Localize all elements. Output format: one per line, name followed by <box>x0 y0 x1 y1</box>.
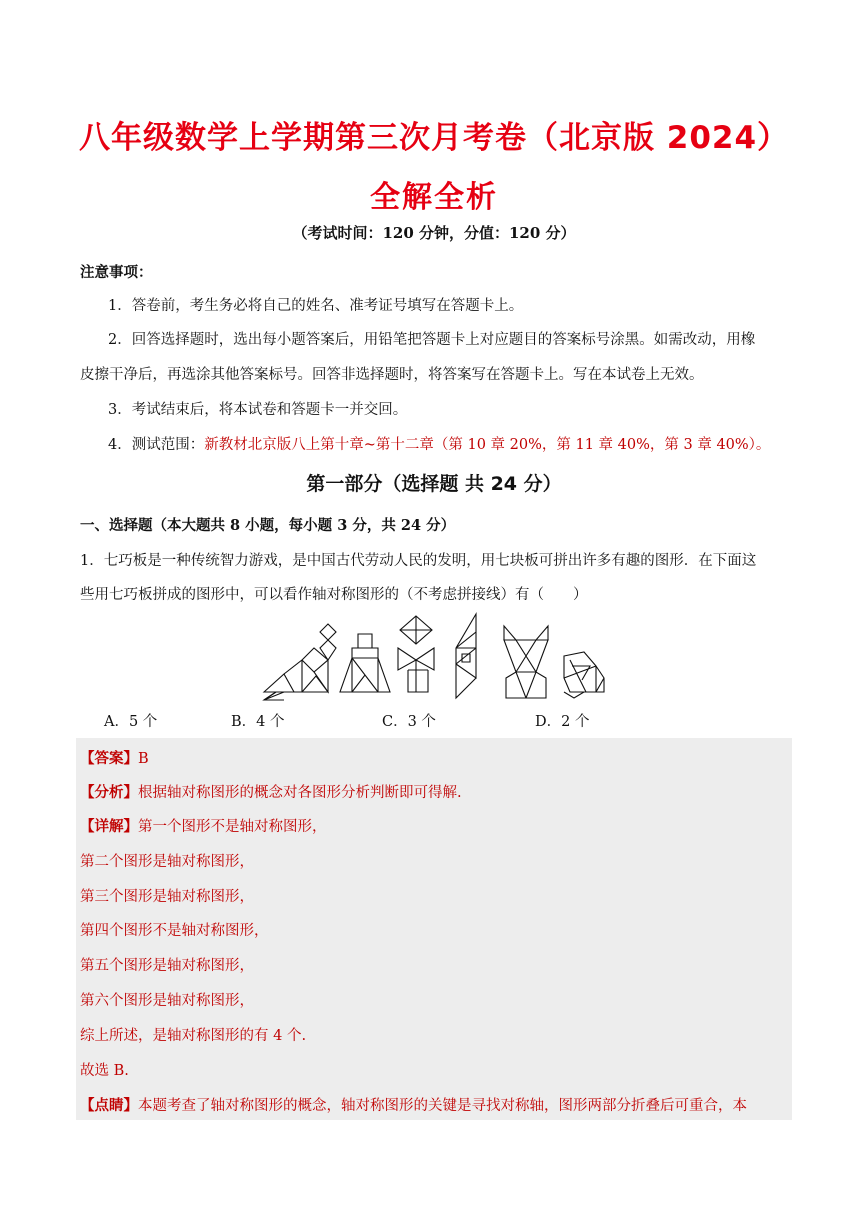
tangram-figure-6 <box>564 652 604 698</box>
detail-line-4: 第四个图形不是轴对称图形， <box>80 923 269 939</box>
option-a: A．5 个 <box>104 714 158 730</box>
notice-item-3: 3．考试结束后，将本试卷和答题卡一并交回。 <box>108 402 408 418</box>
tangram-figure-4 <box>456 614 476 698</box>
comment-line <box>80 1094 747 1115</box>
detail-summary: 综上所述，是轴对称图形的有 4 个. <box>80 1028 307 1044</box>
answer-value: B <box>138 751 149 767</box>
question-stem-line-2: 些用七巧板拼成的图形中，可以看作轴对称图形的（不考虑拼接线）有（ ） <box>80 587 588 603</box>
question-stem-line-1: 1．七巧板是一种传统智力游戏，是中国古代劳动人民的发明，用七块板可拼出许多有趣的图形．在下面这 <box>80 553 757 569</box>
part-heading: 第一部分（选择题 共 24 分） <box>306 473 562 495</box>
detail-line-6: 第六个图形是轴对称图形， <box>80 993 254 1009</box>
test-range: 新教材北京版八上第十章~第十二章（第 10 章 20%，第 11 章 40%，第 3 章 40%）。 <box>204 437 771 453</box>
tangram-figure-3 <box>398 616 434 692</box>
detail-line-3: 第三个图形是轴对称图形， <box>80 889 254 905</box>
notice-item-1: 1．答卷前，考生务必将自己的姓名、准考证号填写在答题卡上。 <box>108 298 524 314</box>
exam-info: （考试时间：120 分钟，分值：120 分） <box>292 224 576 242</box>
notice-item-4-prefix: 4．测试范围： <box>108 437 205 453</box>
notice-heading: 注意事项： <box>80 264 153 281</box>
tangram-figure-5 <box>504 626 548 698</box>
tangram-figure-2 <box>340 634 390 692</box>
analysis-line <box>80 781 462 802</box>
comment-tag: 【点睛】 <box>80 1097 138 1114</box>
option-d: D．2 个 <box>535 714 590 730</box>
detail-first: 第一个图形不是轴对称图形， <box>138 819 327 835</box>
notice-item-2-cont: 皮擦干净后，再选涂其他答案标号。回答非选择题时，将答案写在答题卡上。写在本试卷上无效。 <box>80 367 704 383</box>
tangram-figures <box>262 608 610 706</box>
document-title: 八年级数学上学期第三次月考卷（北京版 2024） <box>78 120 790 156</box>
tangram-figure-1 <box>264 624 336 700</box>
analysis-text: 根据轴对称图形的概念对各图形分析判断即可得解. <box>138 785 462 801</box>
answer-line <box>80 747 149 768</box>
detail-choice: 故选 B. <box>80 1063 129 1079</box>
option-c: C．3 个 <box>382 714 436 730</box>
detail-line-5: 第五个图形是轴对称图形， <box>80 958 254 974</box>
comment-text: 本题考查了轴对称图形的概念，轴对称图形的关键是寻找对称轴，图形两部分折叠后可重合，本 <box>138 1098 747 1114</box>
detail-line-2: 第二个图形是轴对称图形， <box>80 854 254 870</box>
option-b: B．4 个 <box>231 714 285 730</box>
notice-item-4 <box>108 433 770 454</box>
analysis-tag: 【分析】 <box>80 784 138 801</box>
section-title: 一、选择题（本大题共 8 小题，每小题 3 分，共 24 分） <box>80 517 456 534</box>
notice-item-2: 2．回答选择题时，选出每小题答案后，用铅笔把答题卡上对应题目的答案标号涂黑。如需改动，用橡 <box>108 332 756 348</box>
detail-line <box>80 815 327 836</box>
answer-tag: 【答案】 <box>80 750 138 767</box>
detail-tag: 【详解】 <box>80 818 138 835</box>
document-subtitle: 全解全析 <box>370 180 498 215</box>
